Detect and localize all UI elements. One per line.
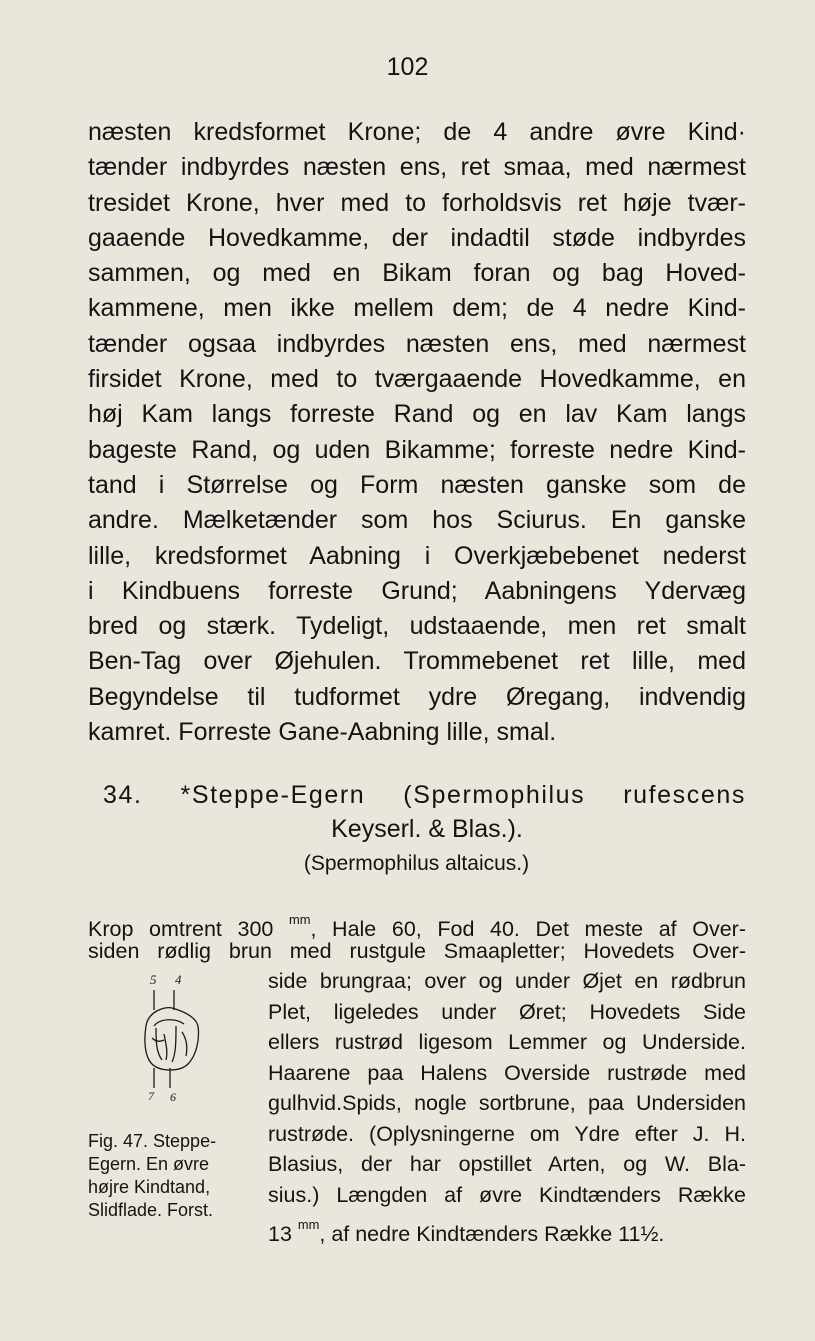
figure-caption: [88, 1130, 268, 1222]
text-line: kammene, men ikke mellem dem; de 4 nedre Kind-: [88, 294, 746, 323]
text-run: Krop omtrent 300: [88, 917, 289, 942]
text-line: Begyndelse til tudformet ydre Øregang, indvendig: [88, 682, 746, 711]
description-line: [268, 1210, 746, 1247]
description-line: Plet, ligeledes under Øret; Hovedets Side: [268, 999, 746, 1024]
text-line: lille, kredsformet Aabning i Overkjæbebenet nederst: [88, 541, 746, 570]
figure-label-bottom-left: 7: [148, 1089, 154, 1103]
species-synonym: (Spermophilus altaicus.): [303, 852, 530, 875]
text-line: høj Kam langs forreste Rand og en lav Kam langs: [88, 400, 746, 429]
figure-label-top-right: 4: [175, 972, 182, 987]
species-heading-line1: 34. *Steppe-Egern (Spermophilus rufescens: [103, 781, 746, 809]
text-line: andre. Mælketænder som hos Sciurus. En ganske: [88, 506, 746, 535]
description-full-width: [88, 905, 746, 966]
text-line: bred og stærk. Tydeligt, udstaaende, men ret smalt: [88, 612, 746, 641]
description-line: gulhvid.Spids, nogle sortbrune, paa Undersiden: [268, 1091, 746, 1115]
unit-sup: mm: [297, 1217, 320, 1232]
text-line: Ben-Tag over Øjehulen. Trommebenet ret lille, med: [88, 647, 746, 676]
text-run: 13: [268, 1222, 298, 1247]
text-line: kamret. Forreste Gane-Aabning lille, smal.: [88, 718, 557, 747]
text-line: firsidet Krone, med to tværgaaende Hovedkamme, en: [88, 365, 746, 394]
text-line: næsten kredsformet Krone; de 4 andre øvre Kind·: [88, 118, 746, 146]
text-run: siden rødlig brun med rustgule Smaapletter; Hovedets Over-: [88, 938, 746, 963]
page-number: 102: [386, 53, 429, 81]
description-line: Haarene paa Halens Overside rustrøde med: [268, 1060, 746, 1085]
description-line: side brungraa; over og under Øjet en rødbrun: [268, 969, 746, 993]
description-line: Blasius, der har opstillet Arten, og W. Bla-: [268, 1152, 746, 1176]
description-line: [88, 936, 746, 967]
species-heading: [88, 778, 746, 846]
text-line: bageste Rand, og uden Bikamme; forreste nedre Kind-: [88, 435, 746, 464]
description-right-column: [268, 966, 746, 1247]
species-heading-line2: Keyserl. & Blas.).: [331, 815, 523, 843]
text-line: i Kindbuens forreste Grund; Aabningens Ydervæg: [88, 576, 746, 605]
description-line: rustrøde. (Oplysningerne om Ydre efter J. H.: [268, 1121, 746, 1146]
description-line: [88, 905, 746, 942]
text-line: tresidet Krone, hver med to forholdsvis ret høje tvær-: [88, 188, 746, 217]
text-line: tænder indbyrdes næsten ens, ret smaa, med nærmest: [88, 153, 746, 182]
main-text: [88, 115, 746, 750]
tooth-figure: [138, 968, 218, 1118]
caption-line: Egern. En øvre: [88, 1154, 210, 1174]
text-line: sammen, og med en Bikam foran og bag Hoved-: [88, 259, 746, 288]
description-line: sius.) Længden af øvre Kindtænders Række: [268, 1182, 746, 1207]
figure-label-top-left: 5: [150, 972, 157, 987]
description-line: ellers rustrød ligesom Lemmer og Underside.: [268, 1030, 746, 1054]
caption-line: Fig. 47. Steppe-: [88, 1131, 217, 1151]
caption-line: højre Kindtand,: [88, 1177, 211, 1197]
unit-sup: mm: [288, 912, 311, 927]
caption-line: Slidflade. Forst.: [88, 1200, 214, 1220]
text-run: , af nedre Kindtænders Række 11½.: [319, 1222, 665, 1247]
text-run: , Hale 60, Fod 40. Det meste af Over-: [310, 917, 746, 942]
text-line: tand i Størrelse og Form næsten ganske som de: [88, 470, 746, 499]
figure-label-bottom-right: 6: [170, 1090, 176, 1104]
text-line: tænder ogsaa indbyrdes næsten ens, med nærmest: [88, 329, 746, 358]
text-line: gaaende Hovedkamme, der indadtil støde indbyrdes: [88, 223, 746, 252]
tooth-crown-drawing: [145, 990, 199, 1088]
